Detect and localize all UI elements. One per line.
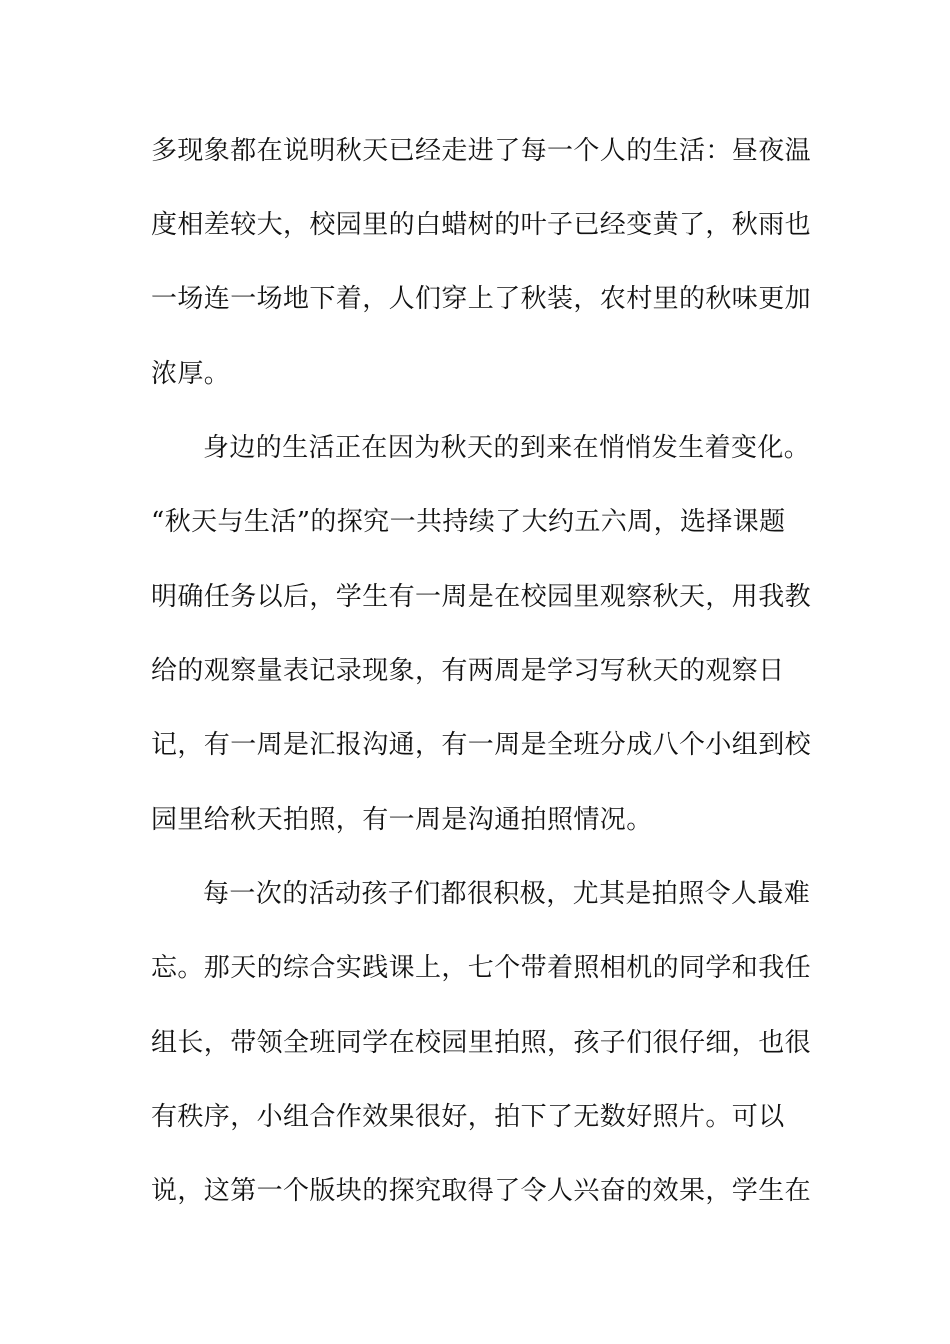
text-line: 组长，带领全班同学在校园里拍照，孩子们很仔细，也很 — [151, 1028, 812, 1058]
text-line: 给的观察量表记录现象，有两周是学习写秋天的观察日 — [151, 656, 785, 686]
paragraph-first-line: 每一次的活动孩子们都很积极，尤其是拍照令人最难 — [203, 879, 811, 909]
text-line: 浓厚。 — [151, 359, 231, 389]
paragraph-first-line: 身边的生活正在因为秋天的到来在悄悄发生着变化。 — [203, 433, 811, 463]
text-line: 多现象都在说明秋天已经走进了每一个人的生活：昼夜温 — [151, 136, 812, 166]
text-line: “秋天与生活”的探究一共持续了大约五六周，选择课题 — [151, 507, 786, 537]
text-line: 明确任务以后，学生有一周是在校园里观察秋天，用我教 — [151, 582, 812, 612]
text-line: 度相差较大，校园里的白蜡树的叶子已经变黄了，秋雨也 — [151, 210, 812, 240]
text-line: 有秩序，小组合作效果很好，拍下了无数好照片。可以 — [151, 1102, 785, 1132]
text-line: 一场连一场地下着，人们穿上了秋装，农村里的秋味更加 — [151, 284, 812, 314]
text-line: 记，有一周是汇报沟通，有一周是全班分成八个小组到校 — [151, 730, 812, 760]
text-line: 忘。那天的综合实践课上，七个带着照相机的同学和我任 — [151, 953, 812, 983]
text-line: 说，这第一个版块的探究取得了令人兴奋的效果，学生在 — [151, 1176, 812, 1206]
text-line: 园里给秋天拍照，有一周是沟通拍照情况。 — [151, 805, 653, 835]
